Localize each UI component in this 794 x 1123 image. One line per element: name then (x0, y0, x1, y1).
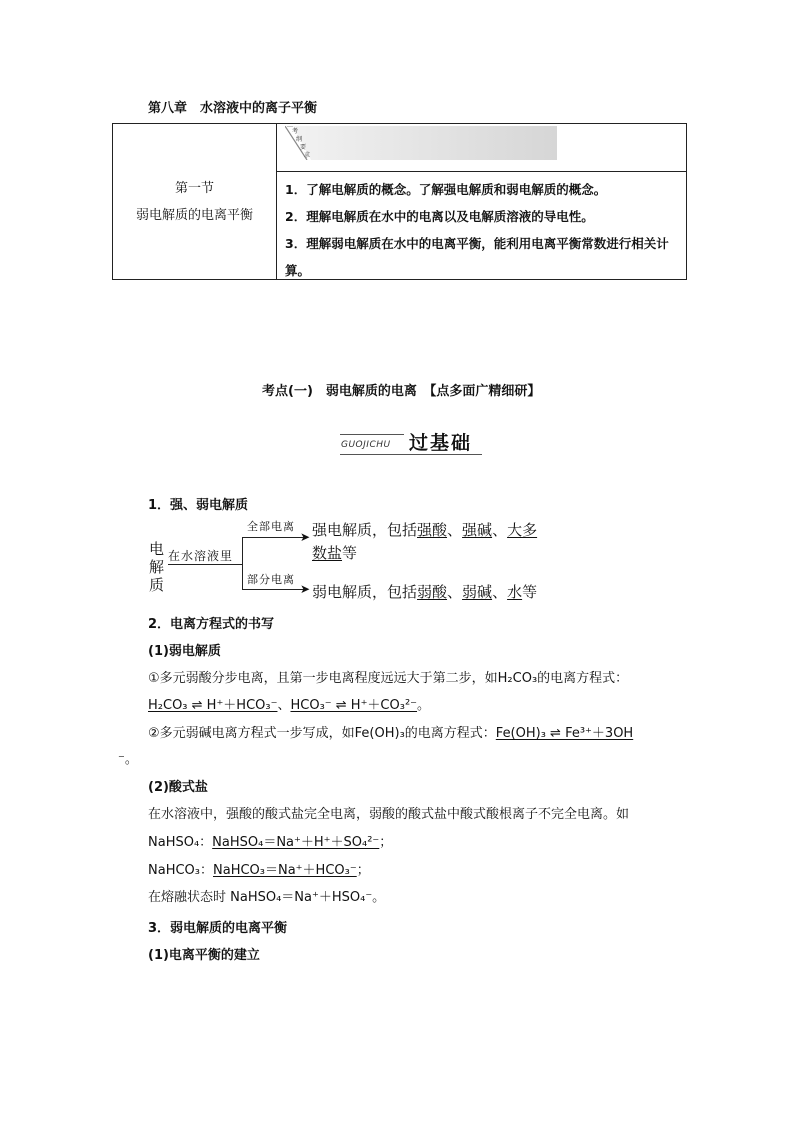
most-salts-a: 大多 (507, 521, 538, 539)
diagram-condition-line (168, 564, 242, 565)
equation-line-carbonic (148, 694, 430, 713)
weak-electrolyte-text: 弱电解质，包括 (312, 583, 418, 601)
punctuation: 。 (417, 698, 431, 713)
weak-base: 弱碱 (462, 583, 493, 601)
requirements-banner (285, 126, 557, 160)
strong-electrolyte-line1 (312, 519, 537, 540)
table-divider-horizontal (277, 171, 687, 172)
punctuation: ； (379, 835, 393, 850)
separator: 、 (447, 583, 463, 601)
table-divider-vertical (276, 124, 277, 279)
paragraph-polyprotic-acid (148, 667, 628, 686)
punctuation: ； (356, 863, 370, 878)
weak-electrolyte-line (312, 581, 537, 602)
requirement-item: 3．理解弱电解质在水中的电离平衡，能利用电离平衡常数进行相关计算。 (285, 236, 669, 278)
banner-char-4: 求 (304, 152, 311, 159)
equation-fe-oh-3: Fe(OH)₃ ⇌ Fe³⁺＋3OH (495, 726, 634, 741)
banner-char-3: 要 (300, 144, 307, 151)
requirements-banner-text (292, 128, 310, 160)
banner-title: 过基础 (409, 432, 473, 454)
subheading-acid-salt: (2)酸式盐 (148, 780, 208, 795)
water: 水 (507, 583, 523, 601)
section-1-heading: 1．强、弱电解质 (148, 498, 249, 513)
separator: 、 (447, 521, 463, 539)
section-name: 弱电解质的电离平衡 (135, 207, 253, 223)
upper-arrow-label: 全部电离 (247, 520, 295, 533)
lower-arrow-line (242, 589, 304, 590)
separator: 、 (492, 583, 508, 601)
equation-line-nahco3 (148, 859, 370, 878)
label-nahso4: NaHSO₄： (148, 835, 213, 850)
separator: 、 (277, 698, 291, 713)
diagram-branch-line (242, 537, 243, 589)
header-table (112, 123, 687, 280)
strong-electrolyte-end: 等 (342, 544, 358, 562)
banner-rule-bottom (340, 454, 482, 455)
upper-arrow-head: ➤ (300, 530, 311, 544)
equation-nahco3: NaHCO₃＝Na⁺＋HCO₃⁻ (213, 863, 357, 878)
section-3-heading: 3．弱电解质的电离平衡 (148, 921, 288, 936)
diagram-condition: 在水溶液里 (168, 549, 234, 563)
formula-h2co3: H₂CO₃ (497, 671, 538, 686)
paragraph-polybase (148, 722, 633, 741)
paragraph-text: ①多元弱酸分步电离，且第一步电离程度远远大于第二步，如 (148, 671, 498, 686)
label-nahco3: NaHCO₃： (148, 863, 213, 878)
requirement-item: 2．理解电解质在水中的电离以及电解质溶液的导电性。 (285, 209, 594, 224)
equation-line-nahso4 (148, 831, 392, 850)
banner-char-1: 考 (292, 128, 299, 135)
topic-heading: 考点(一) 弱电解质的电离 【点多面广精细研】 (262, 384, 541, 399)
strong-electrolyte-text: 强电解质，包括 (312, 521, 418, 539)
most-salts-b: 数盐 (312, 544, 343, 562)
subheading-weak-electrolyte: (1)弱电解质 (148, 644, 221, 659)
strong-base: 强碱 (462, 521, 493, 539)
section-2-heading: 2．电离方程式的书写 (148, 617, 275, 632)
paragraph-acid-salt: 在水溶液中，强酸的酸式盐完全电离，弱酸的酸式盐中酸式酸根离子不完全电离。如 (148, 807, 630, 822)
lower-arrow-head: ➤ (300, 582, 311, 596)
lower-arrow-label: 部分电离 (247, 573, 295, 586)
chapter-title: 第八章 水溶液中的离子平衡 (148, 101, 318, 116)
diagram-root-char: 解 (149, 558, 165, 576)
section-label: 第一节 (174, 180, 214, 196)
section-banner (340, 426, 482, 456)
equation-hco3: HCO₃⁻ ⇌ H⁺＋CO₃²⁻ (290, 698, 418, 713)
weak-electrolyte-end: 等 (522, 583, 538, 601)
section-cell (113, 124, 276, 279)
strong-electrolyte-line2 (312, 542, 357, 563)
requirement-item: 1．了解电解质的概念。了解强电解质和弱电解质的概念。 (285, 182, 607, 197)
paragraph-text: 的电离方程式： (537, 671, 629, 686)
equation-h2co3: H₂CO₃ ⇌ H⁺＋HCO₃⁻ (148, 698, 278, 713)
requirements-list (285, 176, 680, 284)
subheading-equilibrium: (1)电离平衡的建立 (148, 948, 260, 963)
separator: 、 (492, 521, 508, 539)
banner-pinyin: GUOJICHU (341, 440, 391, 450)
banner-char-2: 纲 (296, 136, 303, 143)
diagram-root-char: 质 (149, 576, 165, 594)
diagram-root (149, 540, 167, 594)
equation-fe-oh-3-tail: ⁻。 (118, 752, 138, 767)
paragraph-molten: 在熔融状态时 NaHSO₄＝Na⁺＋HSO₄⁻。 (148, 890, 386, 905)
banner-rule-top (340, 434, 404, 435)
paragraph-text: ②多元弱碱电离方程式一步写成，如Fe(OH)₃的电离方程式： (148, 726, 496, 741)
diagram-root-char: 电 (149, 540, 165, 558)
weak-acid: 弱酸 (417, 583, 448, 601)
equation-nahso4: NaHSO₄＝Na⁺＋H⁺＋SO₄²⁻ (212, 835, 380, 850)
upper-arrow-line (242, 537, 304, 538)
strong-acid: 强酸 (417, 521, 448, 539)
